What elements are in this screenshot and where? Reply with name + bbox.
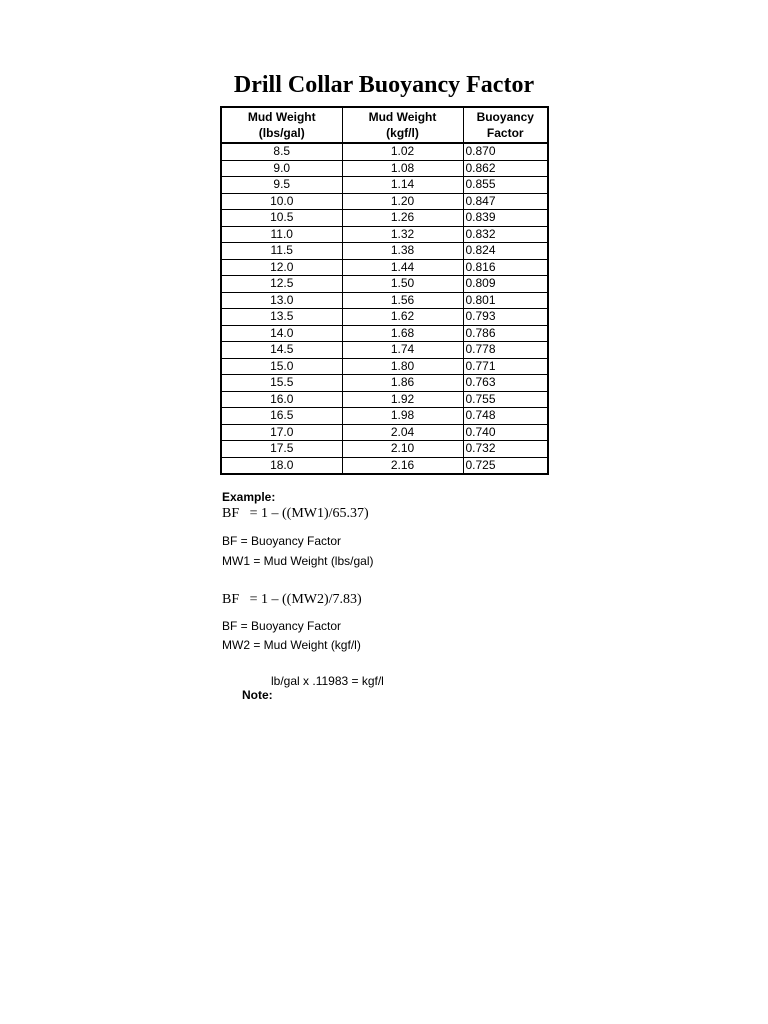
- cell-mud-weight-kgf: 1.26: [342, 210, 463, 227]
- header-line: (kgf/l): [386, 126, 419, 140]
- header-line: Factor: [486, 126, 524, 140]
- cell-mud-weight-kgf: 1.68: [342, 325, 463, 342]
- header-line: (lbs/gal): [258, 126, 305, 140]
- header-line: Mud Weight: [247, 110, 316, 124]
- cell-mud-weight-kgf: 1.80: [342, 358, 463, 375]
- definition-mw1: MW1 = Mud Weight (lbs/gal): [222, 554, 374, 568]
- table-row: [221, 408, 548, 425]
- cell-buoyancy-factor: 0.801: [463, 292, 548, 309]
- cell-mud-weight-lbs: 13.5: [221, 309, 342, 326]
- cell-mud-weight-lbs: 8.5: [221, 143, 342, 160]
- header-line: Mud Weight: [368, 110, 437, 124]
- cell-buoyancy-factor: 0.839: [463, 210, 548, 227]
- cell-buoyancy-factor: 0.870: [463, 143, 548, 160]
- cell-mud-weight-lbs: 10.5: [221, 210, 342, 227]
- cell-buoyancy-factor: 0.855: [463, 177, 548, 194]
- cell-mud-weight-lbs: 12.5: [221, 276, 342, 293]
- table-row: [221, 342, 548, 359]
- header-buoyancy-factor: [463, 107, 548, 143]
- table-row: [221, 457, 548, 474]
- cell-mud-weight-kgf: 1.44: [342, 259, 463, 276]
- cell-buoyancy-factor: 0.832: [463, 226, 548, 243]
- cell-mud-weight-kgf: 2.16: [342, 457, 463, 474]
- cell-buoyancy-factor: 0.786: [463, 325, 548, 342]
- formula-kgf: BF = 1 – ((MW2)/7.83): [222, 592, 362, 607]
- cell-mud-weight-lbs: 14.0: [221, 325, 342, 342]
- cell-mud-weight-lbs: 10.0: [221, 193, 342, 210]
- cell-mud-weight-lbs: 16.5: [221, 408, 342, 425]
- table-row: [221, 391, 548, 408]
- page-title: Drill Collar Buoyancy Factor: [233, 72, 535, 98]
- cell-mud-weight-kgf: 1.62: [342, 309, 463, 326]
- table-row: [221, 424, 548, 441]
- table-body: [221, 143, 548, 474]
- cell-mud-weight-kgf: 1.38: [342, 243, 463, 260]
- cell-mud-weight-lbs: 17.5: [221, 441, 342, 458]
- cell-mud-weight-kgf: 2.04: [342, 424, 463, 441]
- cell-mud-weight-kgf: 1.14: [342, 177, 463, 194]
- cell-mud-weight-lbs: 9.0: [221, 160, 342, 177]
- header-mud-weight-lbs: [221, 107, 342, 143]
- cell-mud-weight-lbs: 17.0: [221, 424, 342, 441]
- cell-mud-weight-kgf: 1.08: [342, 160, 463, 177]
- cell-mud-weight-kgf: 1.32: [342, 226, 463, 243]
- cell-mud-weight-kgf: 1.86: [342, 375, 463, 392]
- cell-buoyancy-factor: 0.847: [463, 193, 548, 210]
- cell-buoyancy-factor: 0.809: [463, 276, 548, 293]
- cell-mud-weight-kgf: 2.10: [342, 441, 463, 458]
- table-row: [221, 358, 548, 375]
- note-row: [222, 674, 384, 730]
- cell-buoyancy-factor: 0.793: [463, 309, 548, 326]
- cell-buoyancy-factor: 0.740: [463, 424, 548, 441]
- table-row: [221, 226, 548, 243]
- cell-buoyancy-factor: 0.725: [463, 457, 548, 474]
- table-row: [221, 292, 548, 309]
- note-text: lb/gal x .11983 = kgf/l: [271, 674, 384, 688]
- table-row: [221, 160, 548, 177]
- definition-bf: BF = Buoyancy Factor: [222, 619, 342, 633]
- table-header-row: [221, 107, 548, 143]
- header-line: Buoyancy: [476, 110, 534, 124]
- table-row: [221, 441, 548, 458]
- cell-buoyancy-factor: 0.755: [463, 391, 548, 408]
- cell-buoyancy-factor: 0.824: [463, 243, 548, 260]
- cell-buoyancy-factor: 0.862: [463, 160, 548, 177]
- table-row: [221, 309, 548, 326]
- buoyancy-table: [220, 106, 549, 475]
- cell-mud-weight-kgf: 1.20: [342, 193, 463, 210]
- cell-mud-weight-lbs: 18.0: [221, 457, 342, 474]
- cell-mud-weight-lbs: 9.5: [221, 177, 342, 194]
- cell-buoyancy-factor: 0.778: [463, 342, 548, 359]
- cell-mud-weight-kgf: 1.02: [342, 143, 463, 160]
- note-label: Note:: [242, 688, 273, 702]
- cell-mud-weight-lbs: 15.0: [221, 358, 342, 375]
- cell-mud-weight-lbs: 13.0: [221, 292, 342, 309]
- table-row: [221, 210, 548, 227]
- cell-buoyancy-factor: 0.732: [463, 441, 548, 458]
- table-row: [221, 325, 548, 342]
- cell-mud-weight-lbs: 14.5: [221, 342, 342, 359]
- cell-mud-weight-lbs: 12.0: [221, 259, 342, 276]
- cell-buoyancy-factor: 0.771: [463, 358, 548, 375]
- cell-mud-weight-lbs: 15.5: [221, 375, 342, 392]
- table-row: [221, 243, 548, 260]
- table-row: [221, 276, 548, 293]
- header-mud-weight-kgf: [342, 107, 463, 143]
- table-row: [221, 143, 548, 160]
- cell-buoyancy-factor: 0.763: [463, 375, 548, 392]
- cell-mud-weight-kgf: 1.92: [342, 391, 463, 408]
- table-row: [221, 259, 548, 276]
- cell-mud-weight-lbs: 11.0: [221, 226, 342, 243]
- definition-mw2: MW2 = Mud Weight (kgf/l): [222, 638, 361, 652]
- cell-buoyancy-factor: 0.748: [463, 408, 548, 425]
- formula-lbs: BF = 1 – ((MW1)/65.37): [222, 506, 369, 521]
- cell-mud-weight-kgf: 1.98: [342, 408, 463, 425]
- cell-buoyancy-factor: 0.816: [463, 259, 548, 276]
- cell-mud-weight-kgf: 1.74: [342, 342, 463, 359]
- example-label: Example:: [222, 490, 276, 504]
- definition-bf: BF = Buoyancy Factor: [222, 534, 342, 548]
- cell-mud-weight-kgf: 1.56: [342, 292, 463, 309]
- cell-mud-weight-lbs: 11.5: [221, 243, 342, 260]
- table-row: [221, 375, 548, 392]
- table-row: [221, 193, 548, 210]
- table-row: [221, 177, 548, 194]
- cell-mud-weight-lbs: 16.0: [221, 391, 342, 408]
- cell-mud-weight-kgf: 1.50: [342, 276, 463, 293]
